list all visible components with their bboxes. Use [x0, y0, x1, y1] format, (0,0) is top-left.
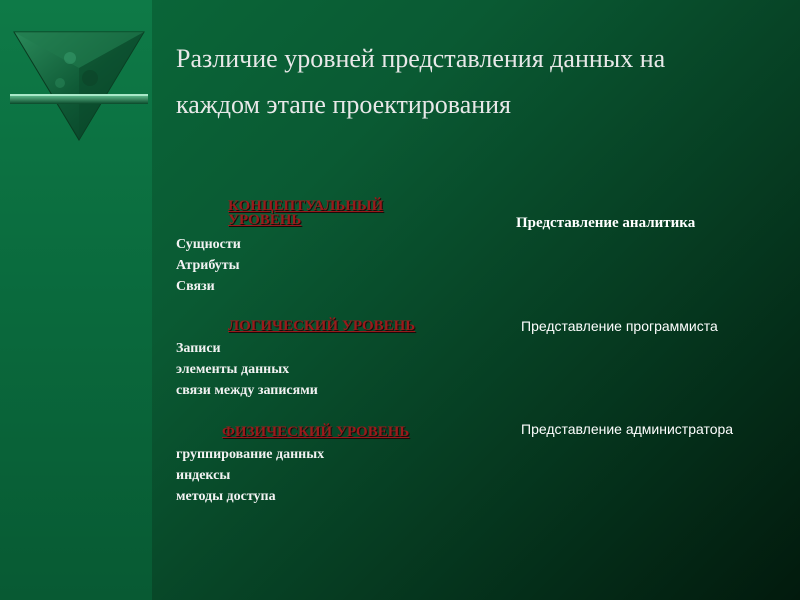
list-item: связи между записями [176, 383, 318, 398]
administrator-view-label: Представление администратора [521, 421, 734, 437]
list-item: Записи [176, 341, 221, 356]
analyst-view-label: Представление аналитика [516, 215, 696, 231]
logical-level-heading: ЛОГИЧЕСКИЙ УРОВЕНЬ [228, 318, 416, 334]
inverted-triangle-logo-icon [10, 28, 148, 144]
slide-title-line2: каждом этапе проектирования [176, 90, 512, 119]
list-item: методы доступа [176, 489, 276, 504]
physical-level-heading: ФИЗИЧЕСКИЙ УРОВЕНЬ [222, 424, 410, 440]
list-item: индексы [176, 468, 231, 483]
physical-level-list [176, 444, 324, 507]
list-item: Атрибуты [176, 258, 240, 273]
programmer-view-label: Представление программиста [521, 318, 718, 334]
conceptual-level-heading: КОНЦЕПТУАЛЬНЫЙ УРОВЕНЬ [228, 198, 384, 228]
logical-level-list [176, 338, 318, 401]
list-item: Сущности [176, 237, 241, 252]
slide-title-line1: Различие уровней представления данных на [176, 44, 666, 73]
list-item: Связи [176, 279, 215, 294]
list-item: элементы данных [176, 362, 290, 377]
list-item: группирование данных [176, 447, 325, 462]
conceptual-level-list [176, 234, 241, 297]
slide-title [176, 36, 786, 128]
